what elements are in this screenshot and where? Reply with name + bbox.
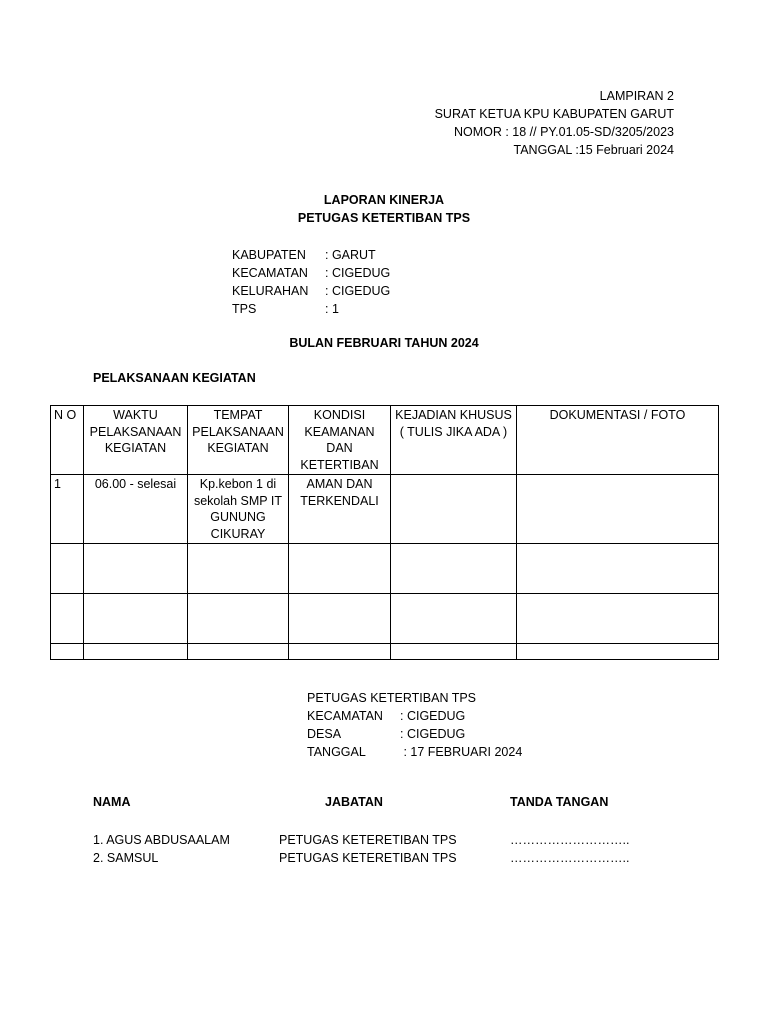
column-header: KONDISI KEAMANAN DAN KETERTIBAN — [289, 406, 391, 475]
table-header-row — [51, 406, 719, 475]
table-cell — [84, 544, 188, 594]
table-cell: 06.00 - selesai — [84, 475, 188, 544]
signature-row — [307, 707, 522, 725]
table-cell — [391, 644, 517, 660]
signature-value: : CIGEDUG — [400, 727, 466, 741]
signature-header: TANDA TANGAN — [510, 795, 609, 809]
info-value: : CIGEDUG — [325, 284, 391, 298]
name-header: NAMA — [93, 795, 131, 809]
table-cell — [51, 544, 84, 594]
table-cell — [517, 475, 719, 544]
person-position: PETUGAS KETERETIBAN TPS — [279, 851, 457, 865]
signature-key: DESA — [307, 727, 342, 741]
table-row — [51, 594, 719, 644]
column-header: N O — [51, 406, 84, 475]
table-cell — [391, 544, 517, 594]
signature-block — [307, 689, 522, 761]
table-row — [51, 544, 719, 594]
info-key: KELURAHAN — [232, 284, 309, 298]
person-name: 2. SAMSUL — [93, 851, 159, 865]
info-value: : CIGEDUG — [325, 266, 391, 280]
table-cell — [517, 544, 719, 594]
table-cell — [51, 644, 84, 660]
person-name: 1. AGUS ABDUSAALAM — [93, 833, 230, 847]
table-cell — [391, 594, 517, 644]
table-cell — [188, 544, 289, 594]
activity-table — [50, 405, 719, 660]
table-cell — [84, 594, 188, 644]
signature-value: : CIGEDUG — [400, 709, 466, 723]
report-subtitle: PETUGAS KETERTIBAN TPS — [297, 211, 471, 225]
table-cell — [51, 594, 84, 644]
signature-row — [307, 725, 522, 743]
table-cell: AMAN DAN TERKENDALI — [289, 475, 391, 544]
table-cell: 1 — [51, 475, 84, 544]
table-row — [51, 475, 719, 544]
info-value: : GARUT — [325, 248, 376, 262]
info-key: TPS — [232, 302, 257, 316]
signature-line: ……………………….. — [510, 833, 630, 847]
column-header: TEMPAT PELAKSANAAN KEGIATAN — [188, 406, 289, 475]
location-info — [232, 246, 390, 318]
signature-value: : 17 FEBRUARI 2024 — [400, 745, 523, 759]
column-header: KEJADIAN KHUSUS ( TULIS JIKA ADA ) — [391, 406, 517, 475]
column-header: DOKUMENTASI / FOTO — [517, 406, 719, 475]
table-cell — [84, 644, 188, 660]
report-title: LAPORAN KINERJA — [323, 193, 445, 207]
table-cell — [517, 644, 719, 660]
signature-line: ……………………….. — [510, 851, 630, 865]
signature-row — [307, 743, 522, 761]
header-line: TANGGAL :15 Februari 2024 — [513, 143, 674, 157]
table-cell — [188, 644, 289, 660]
info-row — [232, 282, 390, 300]
section-title: PELAKSANAAN KEGIATAN — [93, 371, 256, 385]
signature-title: PETUGAS KETERTIBAN TPS — [307, 691, 477, 705]
table-cell — [188, 594, 289, 644]
report-period: BULAN FEBRUARI TAHUN 2024 — [289, 336, 479, 350]
table-cell — [289, 644, 391, 660]
header-line: NOMOR : 18 // PY.01.05-SD/3205/2023 — [453, 125, 674, 139]
info-row — [232, 300, 390, 318]
table-cell: Kp.kebon 1 di sekolah SMP IT GUNUNG CIKURAY — [188, 475, 289, 544]
table-cell — [289, 544, 391, 594]
signature-key: TANGGAL — [307, 745, 366, 759]
header-line: SURAT KETUA KPU KABUPATEN GARUT — [434, 107, 674, 121]
person-position: PETUGAS KETERETIBAN TPS — [279, 833, 457, 847]
header-line: LAMPIRAN 2 — [599, 89, 674, 103]
table-cell — [517, 594, 719, 644]
signature-key: KECAMATAN — [307, 709, 383, 723]
info-row — [232, 264, 390, 282]
info-key: KABUPATEN — [232, 248, 306, 262]
position-header: JABATAN — [325, 795, 383, 809]
column-header: WAKTU PELAKSANAAN KEGIATAN — [84, 406, 188, 475]
info-row — [232, 246, 390, 264]
table-cell — [289, 594, 391, 644]
attachment-header — [435, 87, 674, 159]
info-key: KECAMATAN — [232, 266, 308, 280]
table-row — [51, 644, 719, 660]
table-cell — [391, 475, 517, 544]
info-value: : 1 — [325, 302, 339, 316]
